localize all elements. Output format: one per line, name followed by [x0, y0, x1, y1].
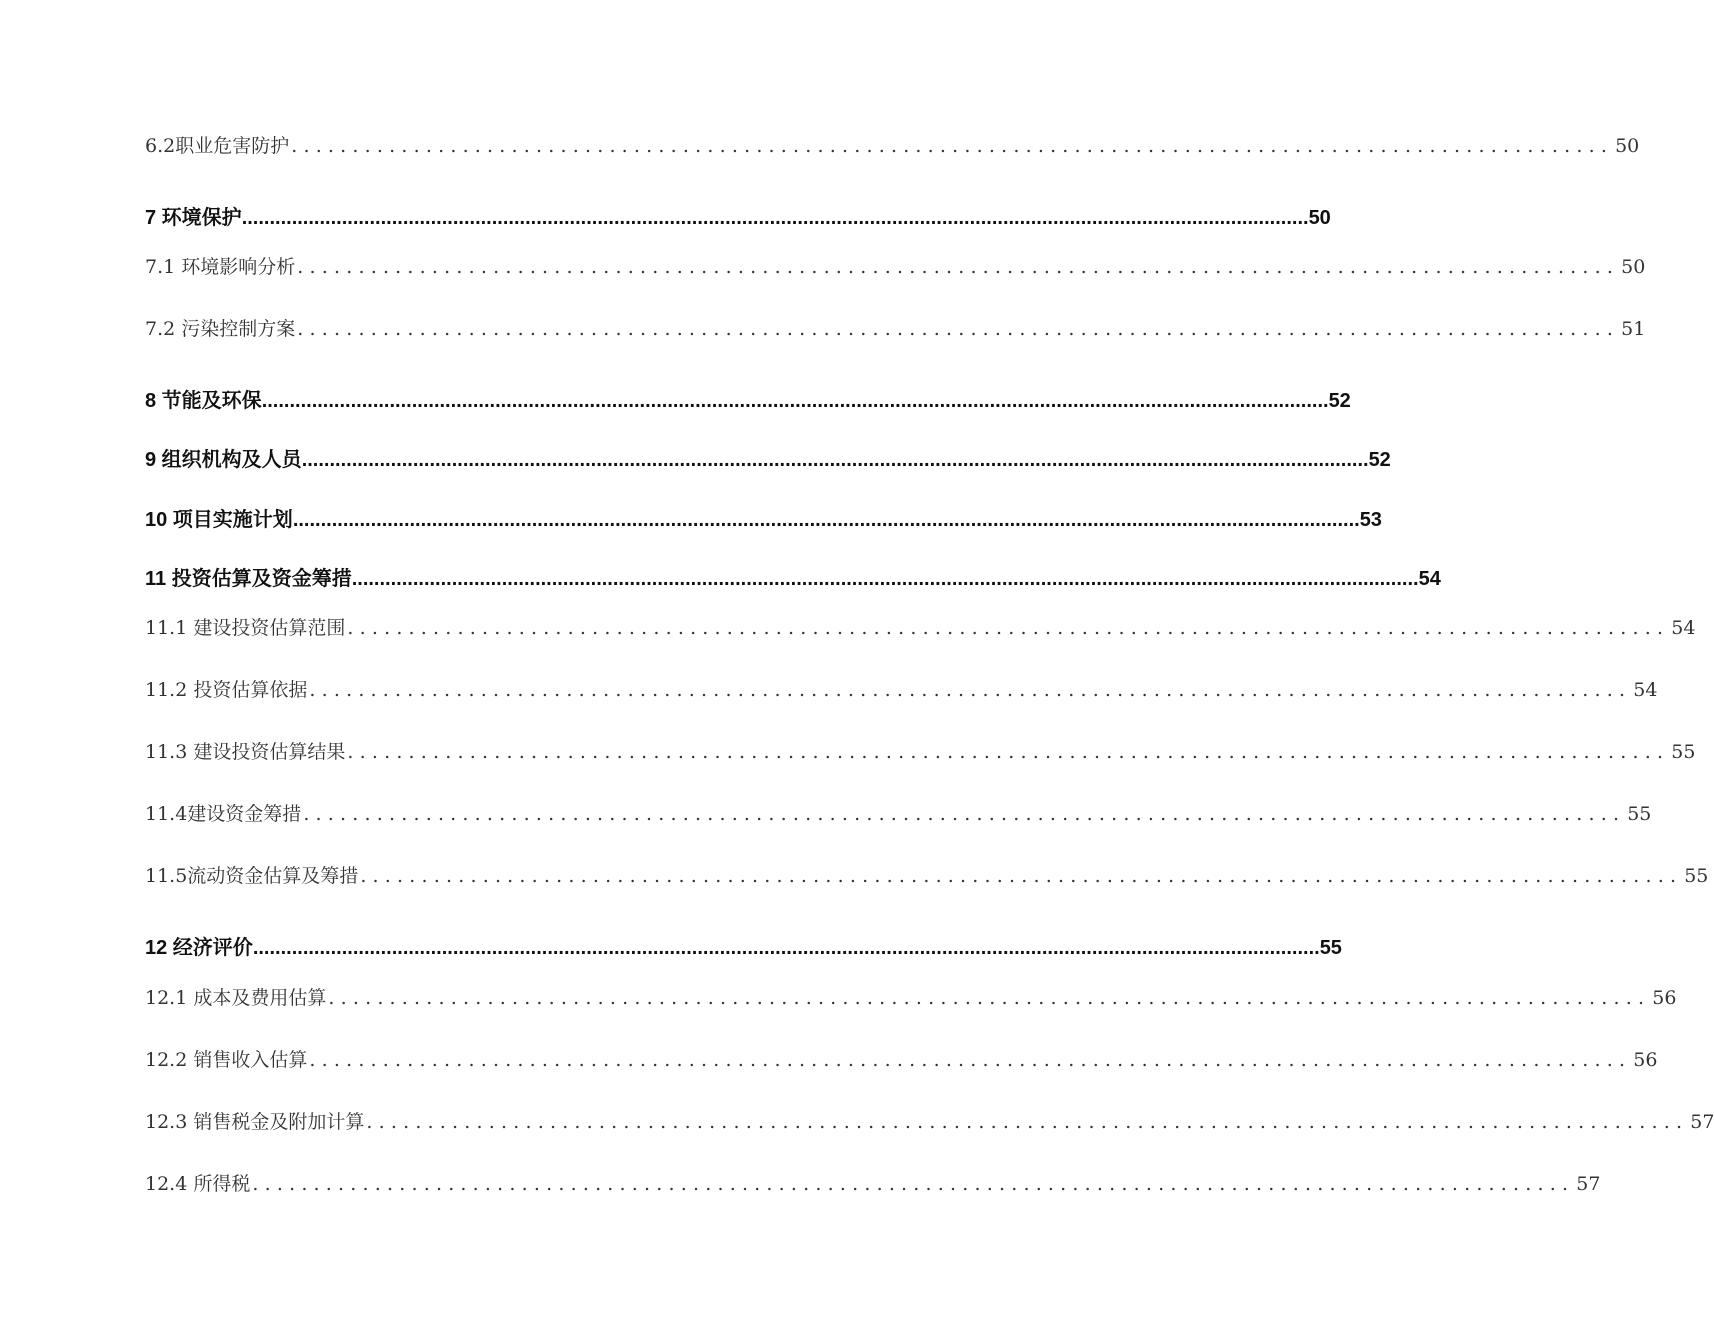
toc-entry-label: 12 经济评价	[145, 937, 253, 959]
toc-page-number: 52	[1368, 449, 1391, 471]
toc-entry-11-1[interactable]	[145, 613, 1696, 640]
dot-leader: ............................................................................................................	[347, 741, 1670, 763]
toc-entry-label: 11.3 建设投资估算结果	[145, 741, 346, 763]
toc-entry-9[interactable]	[145, 443, 1391, 472]
toc-page-number: 53	[1359, 509, 1382, 531]
toc-entry-11-2[interactable]	[145, 675, 1658, 702]
toc-entry-12[interactable]	[145, 931, 1342, 960]
toc-entry-12-1[interactable]	[145, 983, 1677, 1010]
toc-entry-7[interactable]	[145, 201, 1331, 230]
toc-page-number: 56	[1652, 987, 1677, 1009]
toc-entry-label: 11.1 建设投资估算范围	[145, 617, 346, 639]
toc-entry-11[interactable]	[145, 562, 1441, 591]
toc-page-number: 54	[1671, 617, 1696, 639]
dot-leader: ............................................................................................................	[309, 679, 1632, 701]
toc-entry-7-1[interactable]	[145, 252, 1646, 279]
toc-entry-label: 11.4建设资金筹措	[145, 803, 302, 825]
toc-entry-8[interactable]	[145, 384, 1351, 413]
dot-leader: ................................................................................................................................................................................................	[261, 390, 1329, 412]
dot-leader: ................................................................................................................................................................................................	[241, 207, 1309, 229]
toc-entry-12-4[interactable]	[145, 1169, 1601, 1196]
toc-entry-label: 10 项目实施计划	[145, 509, 293, 531]
dot-leader: ............................................................................................................	[366, 1111, 1689, 1133]
toc-page-number: 54	[1418, 568, 1441, 590]
dot-leader: ............................................................................................................	[347, 617, 1670, 639]
toc-page-number: 57	[1690, 1111, 1714, 1133]
dot-leader: ................................................................................................................................................................................................	[351, 568, 1419, 590]
toc-entry-12-2[interactable]	[145, 1045, 1658, 1072]
dot-leader: ................................................................................................................................................................................................	[252, 937, 1320, 959]
toc-page-number: 55	[1671, 741, 1696, 763]
toc-entry-label: 7 环境保护	[145, 207, 242, 229]
dot-leader: ............................................................................................................	[303, 803, 1626, 825]
toc-entry-label: 11.5流动资金估算及筹措	[145, 865, 359, 887]
toc-page-number: 51	[1621, 318, 1646, 340]
toc-entry-label: 8 节能及环保	[145, 390, 262, 412]
toc-entry-label: 7.1 环境影响分析	[145, 256, 296, 278]
dot-leader: ............................................................................................................	[252, 1173, 1575, 1195]
dot-leader: ................................................................................................................................................................................................	[292, 509, 1360, 531]
toc-entry-label: 12.3 销售税金及附加计算	[145, 1111, 365, 1133]
toc-page-number: 50	[1615, 135, 1640, 157]
toc-page-number: 50	[1621, 256, 1646, 278]
toc-page-number: 55	[1627, 803, 1652, 825]
toc-page-number: 55	[1684, 865, 1709, 887]
toc-entry-11-4[interactable]	[145, 799, 1652, 826]
toc-page-number: 55	[1319, 937, 1342, 959]
toc-entry-label: 12.4 所得税	[145, 1173, 251, 1195]
toc-entry-6-2[interactable]	[145, 131, 1640, 158]
dot-leader: ............................................................................................................	[297, 256, 1620, 278]
toc-page-number: 56	[1633, 1049, 1658, 1071]
dot-leader: ............................................................................................................	[360, 865, 1683, 887]
toc-entry-label: 7.2 污染控制方案	[145, 318, 296, 340]
toc-entry-label: 11.2 投资估算依据	[145, 679, 308, 701]
toc-entry-label: 11 投资估算及资金筹措	[145, 568, 352, 590]
dot-leader: ................................................................................................................................................................................................	[301, 449, 1369, 471]
dot-leader: ............................................................................................................	[328, 987, 1651, 1009]
dot-leader: ............................................................................................................	[297, 318, 1620, 340]
toc-page-number: 52	[1328, 390, 1351, 412]
toc-page-number: 50	[1308, 207, 1331, 229]
toc-entry-7-2[interactable]	[145, 314, 1646, 341]
dot-leader: ............................................................................................................	[291, 135, 1614, 157]
toc-entry-label: 12.1 成本及费用估算	[145, 987, 327, 1009]
toc-entry-label: 9 组织机构及人员	[145, 449, 302, 471]
toc-entry-12-3[interactable]	[145, 1107, 1714, 1134]
toc-page-number: 54	[1633, 679, 1658, 701]
dot-leader: ............................................................................................................	[309, 1049, 1632, 1071]
toc-entry-11-5[interactable]	[145, 861, 1709, 888]
toc-entry-11-3[interactable]	[145, 737, 1696, 764]
toc-entry-label: 12.2 销售收入估算	[145, 1049, 308, 1071]
toc-page-number: 57	[1576, 1173, 1601, 1195]
toc-entry-label: 6.2职业危害防护	[145, 135, 290, 157]
toc-entry-10[interactable]	[145, 503, 1382, 532]
